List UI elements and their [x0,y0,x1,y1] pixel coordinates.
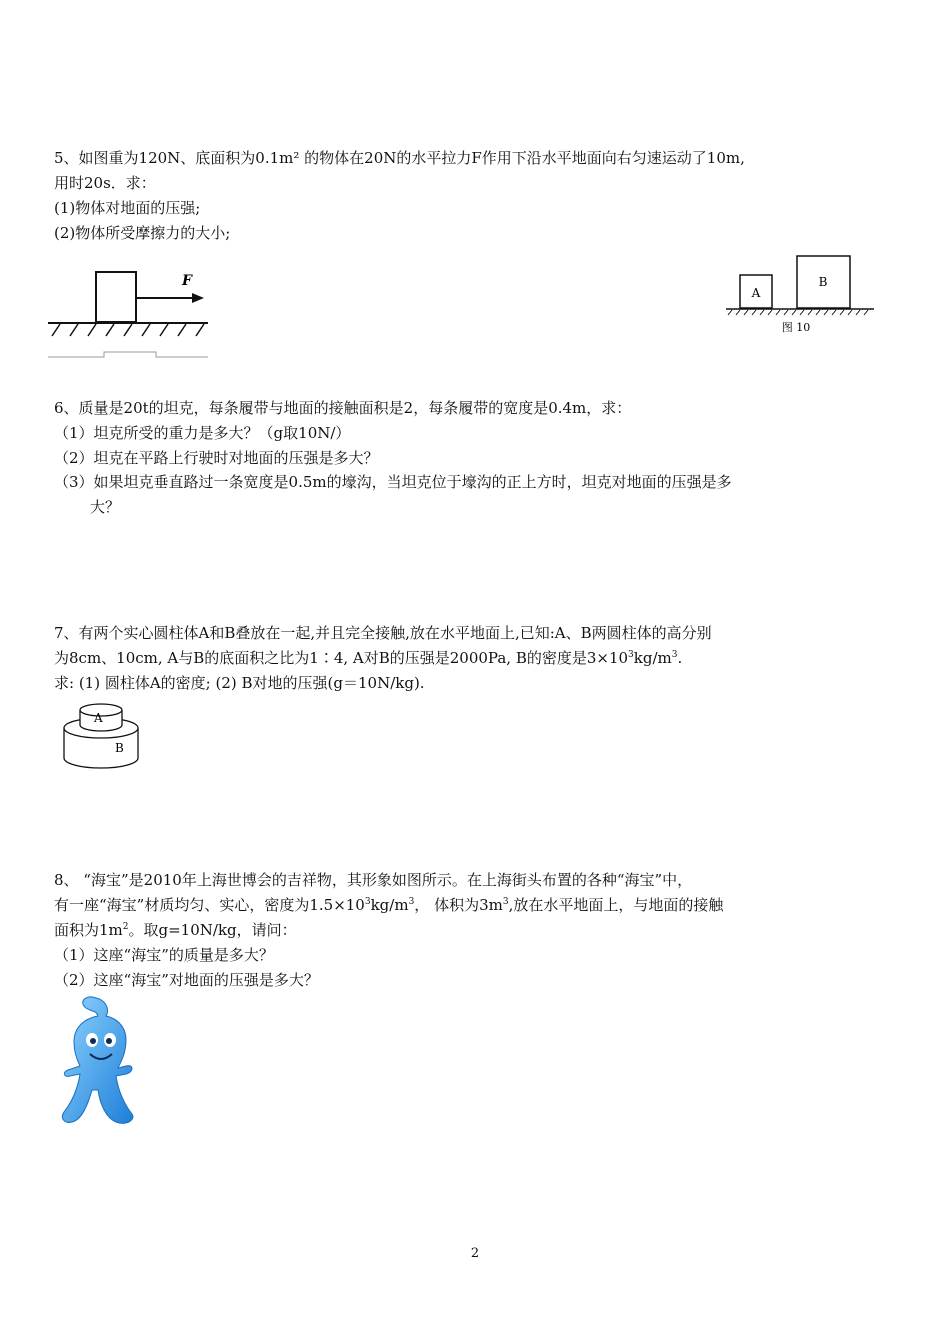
haibao-mascot-image [56,992,142,1128]
q6-sub2: （2）坦克在平路上行驶时对地面的压强是多大？ [54,449,379,467]
q8-line2: 有一座“海宝”材质均匀、实心，密度为$1.5\times 10^3kg/m^3$， 体积为$3m^3$,放在水平地面上，与地面的接触 [54,896,724,914]
figure-10 [722,250,882,340]
cylinders-figure [60,700,142,772]
q5-sub2: (2)物体所受摩擦力的大小; [54,224,231,242]
q8-line1: 8、 “海宝”是2010年上海世博会的吉祥物，其形象如图所示。在上海街头布置的各种“海宝”中， [54,871,693,889]
q5-line2: 用时20s．求： [54,174,156,192]
q6-line1: 6、质量是20t的坦克，每条履带与地面的接触面积是2，每条履带的宽度是0.4m，求： [54,399,632,417]
force-f-label: F [182,273,192,289]
q6-sub1: （1）坦克所受的重力是多大？（g取10N/） [54,424,351,442]
figure-10-caption: 图 10 [781,321,811,334]
cylinder-a-label: A [94,711,103,725]
q8-sub2: （2）这座“海宝”对地面的压强是多大？ [54,971,319,989]
block-b-label: B [818,275,828,289]
q8-sub1: （1）这座“海宝”的质量是多大？ [54,946,274,964]
q7-line1: 7、有两个实心圆柱体A和B叠放在一起,并且完全接触,放在水平地面上,已知:A、B两圆柱体的高分别 [54,624,712,642]
q5-sub1: (1)物体对地面的压强; [54,199,201,217]
q7-line2: 为8cm、10cm, A与B的底面积之比为1∶4, A对B的压强是2000Pa, B的密度是$3\times 10^3kg/m^3$. [54,649,683,667]
q5-line1: 5、如图重为120N、底面积为0.1m² 的物体在20N的水平拉力F作用下沿水平地面向右匀速运动了10m, [54,149,745,167]
q8-line3: 面积为$1m^2$。取g=10N/kg，请问： [54,921,297,939]
page-number: 2 [470,1246,480,1261]
q6-sub3: （3）如果坦克垂直路过一条宽度是0.5m的壕沟，当坦克位于壕沟的正上方时，坦克对地面的压强是多 [54,473,732,491]
block-a-label: A [751,286,761,300]
cylinder-b-label: B [115,741,124,755]
q6-sub3-cont: 大？ [90,498,121,516]
block-force-figure [46,264,212,362]
q7-line3: 求: (1) 圆柱体A的密度; (2) B对地的压强(g＝10N/kg). [54,674,425,692]
